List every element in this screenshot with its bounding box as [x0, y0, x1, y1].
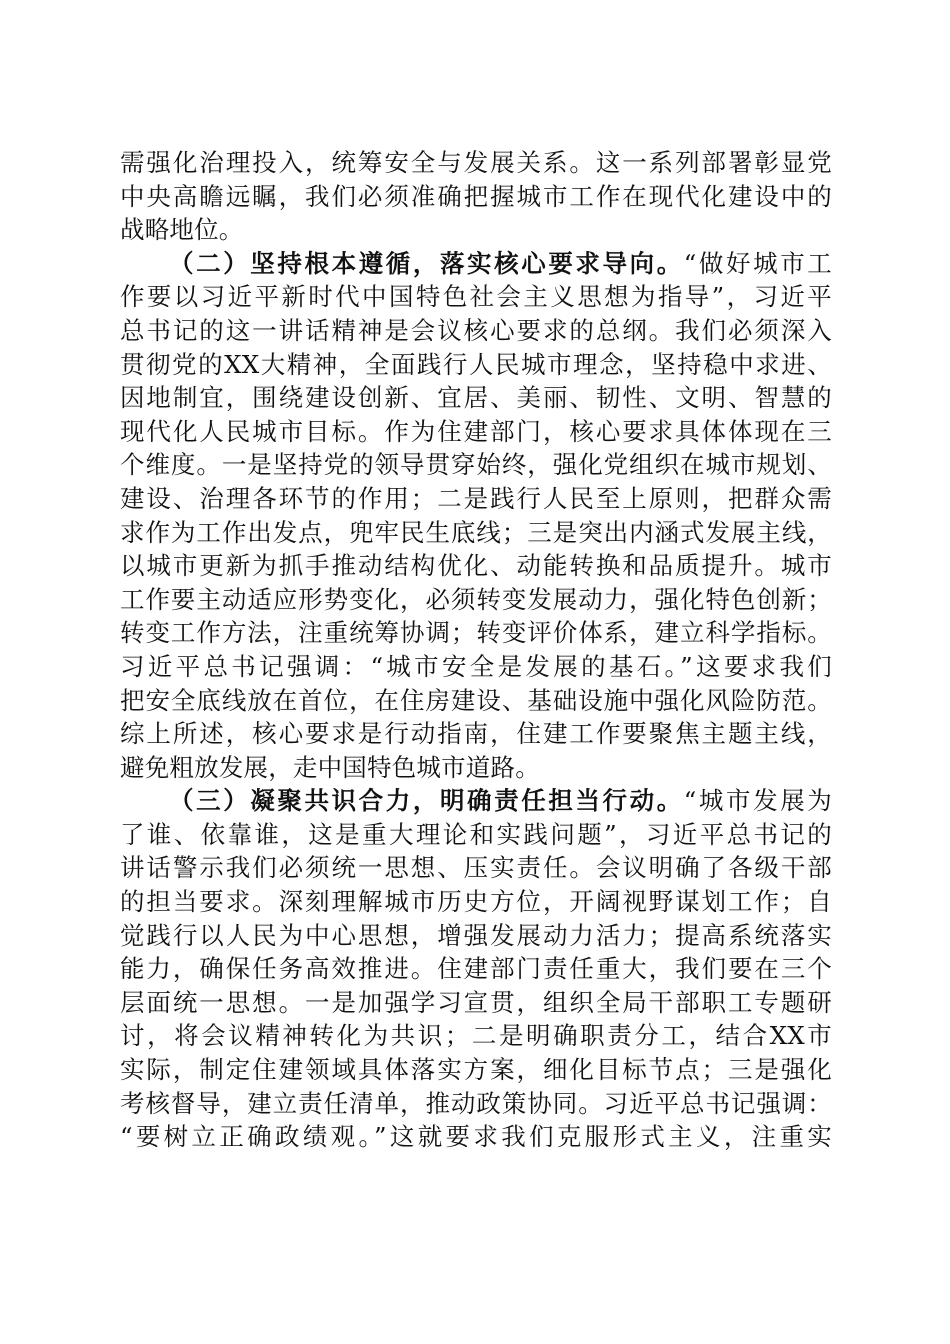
- section-heading-3: （三）凝聚共识合力，明确责任担当行动。: [169, 786, 684, 816]
- text-line: 觉践行以人民为中心思想，增强发展动力活力；提高系统落实: [120, 920, 832, 950]
- text-line: 避免粗放发展，走中国特色城市道路。: [120, 752, 540, 782]
- text-line: 求作为工作出发点，兜牢民生底线；三是突出内涵式发展主线，: [120, 517, 832, 547]
- text-line: 需强化治理投入，统筹安全与发展关系。这一系列部署彰显党: [120, 148, 832, 177]
- text-line: 讨，将会议精神转化为共识；二是明确职责分工，结合XX市: [120, 1021, 832, 1051]
- section-heading-2: （二）坚持根本遵循，落实核心要求导向。: [169, 248, 684, 278]
- text-line: 中央高瞻远瞩，我们必须准确把握城市工作在现代化建设中的: [120, 181, 832, 211]
- text-line: 因地制宜，围绕建设创新、宜居、美丽、韧性、文明、智慧的: [120, 383, 832, 413]
- text-line: 工作要主动适应形势变化，必须转变发展动力，强化特色创新；: [120, 584, 832, 614]
- text-line: 转变工作方法，注重统筹协调；转变评价体系，建立科学指标。: [120, 618, 832, 648]
- text-line: 了谁、依靠谁，这是重大理论和实践问题”，习近平总书记的: [120, 819, 832, 849]
- text-fragment: “做好城市工: [683, 248, 832, 278]
- text-fragment: “城市发展为: [683, 786, 832, 816]
- text-line: 实际，制定住建领域具体落实方案，细化目标节点；三是强化: [120, 1055, 832, 1085]
- text-line: 讲话警示我们必须统一思想、压实责任。会议明确了各级干部: [120, 853, 832, 883]
- paragraph-2-first-line: [120, 247, 832, 281]
- text-line: 考核督导，建立责任清单，推动政策协同。习近平总书记强调：: [120, 1088, 832, 1118]
- text-line: 建设、治理各环节的作用；二是践行人民至上原则，把群众需: [120, 483, 832, 513]
- text-line: 战略地位。: [120, 215, 244, 245]
- text-line: 以城市更新为抓手推动结构优化、动能转换和品质提升。城市: [120, 551, 832, 581]
- text-line: 总书记的这一讲话精神是会议核心要求的总纲。我们必须深入: [120, 315, 832, 345]
- text-line: 的担当要求。深刻理解城市历史方位，开阔视野谋划工作；自: [120, 887, 832, 917]
- text-line: “要树立正确政绩观。”这就要求我们克服形式主义，注重实: [120, 1122, 832, 1152]
- text-line: 个维度。一是坚持党的领导贯穿始终，强化党组织在城市规划、: [120, 450, 832, 480]
- text-line: 贯彻党的XX大精神，全面践行人民城市理念，坚持稳中求进、: [120, 349, 832, 379]
- document-body: [120, 146, 832, 1154]
- text-line: 习近平总书记强调：“城市安全是发展的基石。”这要求我们: [120, 651, 832, 681]
- text-line: 把安全底线放在首位，在住房建设、基础设施中强化风险防范。: [120, 685, 832, 715]
- text-line: 作要以习近平新时代中国特色社会主义思想为指导”，习近平: [120, 282, 832, 312]
- paragraph-3-first-line: [120, 784, 832, 818]
- text-line: 能力，确保任务高效推进。住建部门责任重大，我们要在三个: [120, 954, 832, 984]
- text-line: 综上所述，核心要求是行动指南，住建工作要聚焦主题主线，: [120, 719, 832, 749]
- text-line: 层面统一思想。一是加强学习宣贯，组织全局干部职工专题研: [120, 987, 832, 1017]
- text-line: 现代化人民城市目标。作为住建部门，核心要求具体体现在三: [120, 416, 832, 446]
